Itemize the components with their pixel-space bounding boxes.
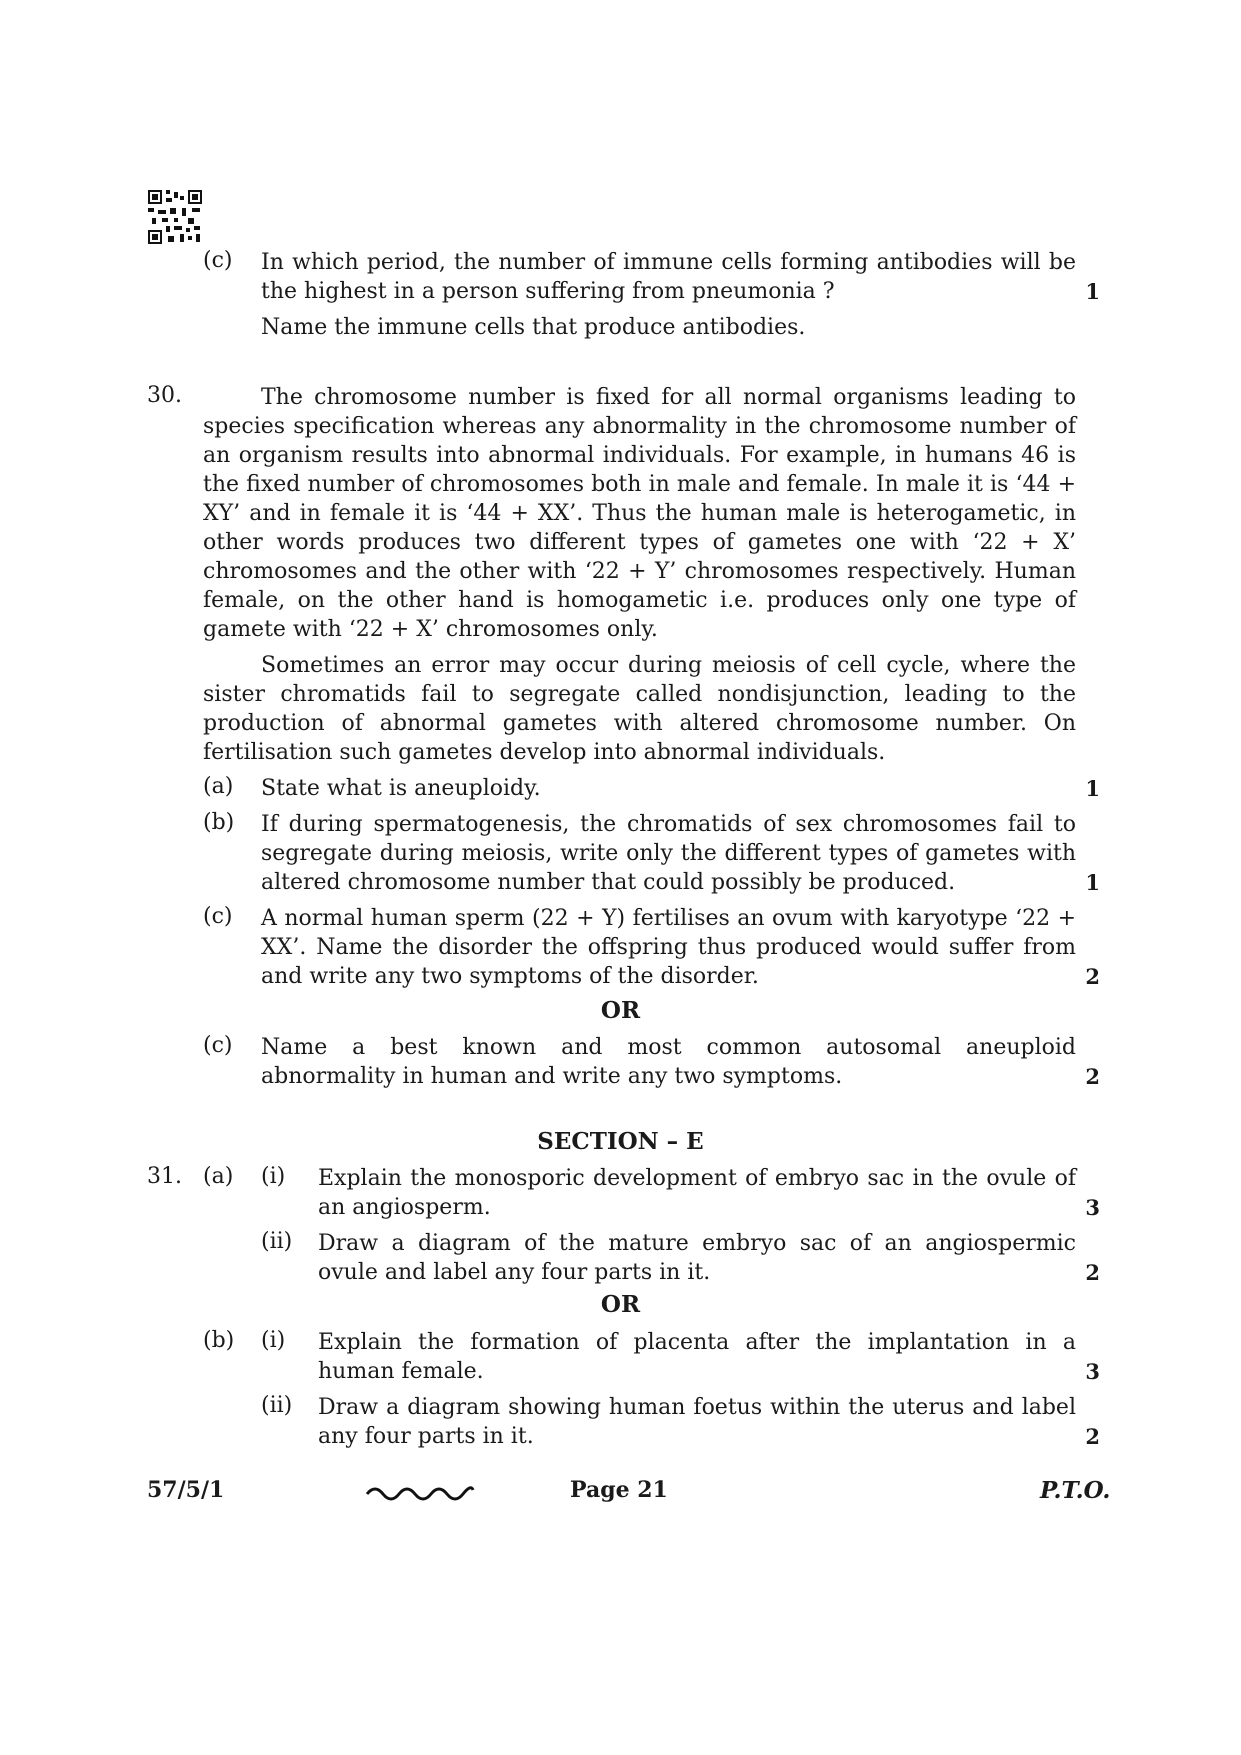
q30-para2-line: fertilisation such gametes develop into abnormal individuals. — [203, 740, 886, 765]
q31a-i-label: (i) — [261, 1164, 286, 1189]
q30b-line: altered chromosome number that could possibly be produced. — [261, 870, 956, 895]
q30c-line: XX’. Name the disorder the offspring thus produced would suffer from — [261, 935, 1076, 960]
q31b-ii-label: (ii) — [261, 1393, 293, 1418]
q30c-alt-label: (c) — [203, 1033, 233, 1058]
q30-para1-line: species specification whereas any abnormality in the chromosome number of — [203, 414, 1076, 439]
q30b-line: segregate during meiosis, write only the different types of gametes with — [261, 841, 1076, 866]
q30-para1-line: chromosomes and the other with ‘22 + Y’ chromosomes respectively. Human — [203, 559, 1076, 584]
q31a-ii-label: (ii) — [261, 1229, 293, 1254]
q30-para1-line: The chromosome number is fixed for all normal organisms leading to — [261, 385, 1076, 410]
q30b-line: If during spermatogenesis, the chromatids of sex chromosomes fail to — [261, 812, 1076, 837]
q31a-i-marks: 3 — [1085, 1195, 1100, 1220]
q30-para1-line: female, on the other hand is homogametic i.e. produces only one type of — [203, 588, 1076, 613]
q30-para2-line: sister chromatids fail to segregate called nondisjunction, leading to the — [203, 682, 1076, 707]
pto-label: P.T.O. — [1040, 1477, 1111, 1504]
q30-para1-line: XY’ and in female it is ‘44 + XX’. Thus the human male is heterogametic, in — [203, 501, 1076, 526]
q30-para1-line: an organism results into abnormal individuals. For example, in humans 46 is — [203, 443, 1076, 468]
q30a-line: State what is aneuploidy. — [261, 776, 541, 801]
q30-para1-line: the fixed number of chromosomes both in male and female. In male it is ‘44 + — [203, 472, 1076, 497]
q31b-i-label: (i) — [261, 1328, 286, 1353]
section-e-title: SECTION – E — [537, 1128, 704, 1155]
q30c-line: A normal human sperm (22 + Y) fertilises an ovum with karyotype ‘22 + — [261, 906, 1076, 931]
q31-or: OR — [600, 1291, 641, 1318]
q30c-alt-line: abnormality in human and write any two symptoms. — [261, 1064, 843, 1089]
q30a-label: (a) — [203, 774, 234, 799]
q31a-ii-line: Draw a diagram of the mature embryo sac of an angiospermic — [318, 1231, 1076, 1256]
q31b-i-line: Explain the formation of placenta after the implantation in a — [318, 1330, 1076, 1355]
q30-para1-line: other words produces two different types of gametes one with ‘22 + X’ — [203, 530, 1076, 555]
q29c-label: (c) — [203, 248, 233, 273]
q30-or: OR — [600, 997, 641, 1024]
q31a-ii-marks: 2 — [1085, 1260, 1100, 1285]
q31a-i-line: Explain the monosporic development of embryo sac in the ovule of — [318, 1166, 1076, 1191]
q31b-label: (b) — [203, 1328, 235, 1353]
q30c-marks: 2 — [1085, 964, 1100, 989]
page-number: Page 21 — [570, 1477, 668, 1503]
q29c-line1: In which period, the number of immune cells forming antibodies will be — [261, 250, 1076, 275]
paper-code: 57/5/1 — [147, 1477, 225, 1503]
q31-number: 31. — [147, 1164, 182, 1189]
q31a-i-line: an angiosperm. — [318, 1195, 491, 1220]
wave-ornament-icon — [365, 1480, 475, 1504]
q30-para1-line: gamete with ‘22 + X’ chromosomes only. — [203, 617, 658, 642]
q29c-line3: Name the immune cells that produce antibodies. — [261, 315, 806, 340]
q30a-marks: 1 — [1085, 776, 1100, 801]
q30c-line: and write any two symptoms of the disorder. — [261, 964, 759, 989]
q30-number: 30. — [147, 383, 182, 408]
q31b-ii-marks: 2 — [1085, 1424, 1100, 1449]
q30-para2-line: production of abnormal gametes with altered chromosome number. On — [203, 711, 1076, 736]
q31b-i-line: human female. — [318, 1359, 484, 1384]
q31b-i-marks: 3 — [1085, 1359, 1100, 1384]
qr-code-icon — [148, 190, 202, 244]
q31a-label: (a) — [203, 1164, 234, 1189]
q31b-ii-line: Draw a diagram showing human foetus within the uterus and label — [318, 1395, 1076, 1420]
q30c-label: (c) — [203, 904, 233, 929]
q30b-marks: 1 — [1085, 870, 1100, 895]
q30b-label: (b) — [203, 810, 235, 835]
q30c-alt-marks: 2 — [1085, 1064, 1100, 1089]
q29c-line2: the highest in a person suffering from pneumonia ? — [261, 279, 835, 304]
q31a-ii-line: ovule and label any four parts in it. — [318, 1260, 711, 1285]
q30-para2-line: Sometimes an error may occur during meiosis of cell cycle, where the — [261, 653, 1076, 678]
q30c-alt-line: Name a best known and most common autosomal aneuploid — [261, 1035, 1076, 1060]
q31b-ii-line: any four parts in it. — [318, 1424, 534, 1449]
q29c-marks: 1 — [1085, 279, 1100, 304]
